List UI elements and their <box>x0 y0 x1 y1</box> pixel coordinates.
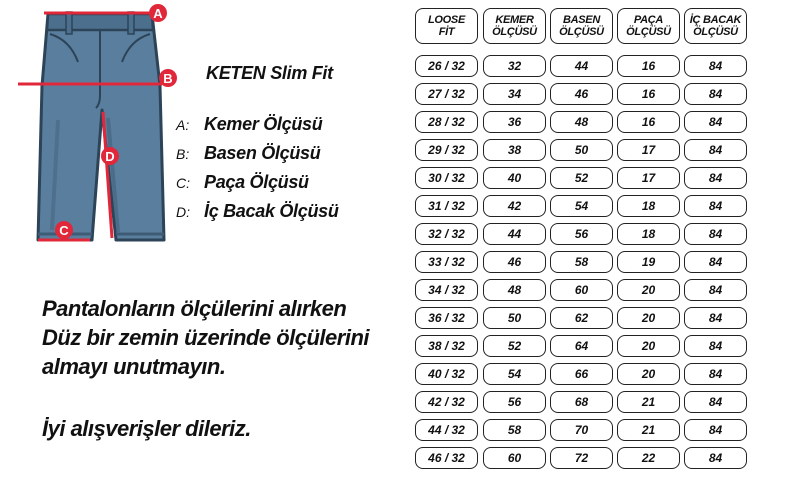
cell-hem: 21 <box>617 419 680 441</box>
legend-label: Kemer Ölçüsü <box>204 114 323 134</box>
cell-fit: 34 / 32 <box>415 279 478 301</box>
cell-fit: 42 / 32 <box>415 391 478 413</box>
marker-d <box>101 147 119 165</box>
cell-hip: 44 <box>550 55 613 77</box>
legend-label: Paça Ölçüsü <box>204 172 309 192</box>
cell-hem: 20 <box>617 335 680 357</box>
note-line: Düz bir zemin üzerinde ölçülerini <box>42 325 369 350</box>
cell-fit: 28 / 32 <box>415 111 478 133</box>
cell-waist: 46 <box>483 251 546 273</box>
cell-fit: 38 / 32 <box>415 335 478 357</box>
cell-waist: 54 <box>483 363 546 385</box>
cell-hip: 58 <box>550 251 613 273</box>
cell-inseam: 84 <box>684 139 747 161</box>
cell-fit: 44 / 32 <box>415 419 478 441</box>
cell-waist: 42 <box>483 195 546 217</box>
legend-key: A: <box>176 117 190 133</box>
cell-fit: 26 / 32 <box>415 55 478 77</box>
legend-key: D: <box>176 204 190 220</box>
cell-waist: 34 <box>483 83 546 105</box>
svg-text:A: A <box>153 6 163 21</box>
header-line: BASEN <box>562 14 600 26</box>
header-line: ÖLÇÜSÜ <box>626 26 671 38</box>
svg-text:C: C <box>59 223 69 238</box>
cell-hem: 16 <box>617 83 680 105</box>
cell-waist: 52 <box>483 335 546 357</box>
cell-inseam: 84 <box>684 363 747 385</box>
cell-hip: 48 <box>550 111 613 133</box>
cell-hem: 21 <box>617 391 680 413</box>
cell-hip: 60 <box>550 279 613 301</box>
cell-inseam: 84 <box>684 55 747 77</box>
legend-row-b <box>176 143 339 172</box>
cell-hip: 68 <box>550 391 613 413</box>
cell-fit: 31 / 32 <box>415 195 478 217</box>
header-waist <box>483 8 546 44</box>
measurement-note <box>42 294 369 381</box>
cell-fit: 30 / 32 <box>415 167 478 189</box>
svg-text:B: B <box>163 71 173 86</box>
cell-hem: 19 <box>617 251 680 273</box>
cell-hem: 20 <box>617 279 680 301</box>
measurement-legend <box>176 114 339 230</box>
header-line: FİT <box>438 26 455 38</box>
cell-hip: 54 <box>550 195 613 217</box>
header-line: LOOSE <box>427 14 465 26</box>
cell-waist: 60 <box>483 447 546 469</box>
header-inseam <box>684 8 747 44</box>
cell-fit: 36 / 32 <box>415 307 478 329</box>
cell-inseam: 84 <box>684 279 747 301</box>
cell-inseam: 84 <box>684 167 747 189</box>
header-line: ÖLÇÜSÜ <box>492 26 537 38</box>
cell-hip: 46 <box>550 83 613 105</box>
header-line: ÖLÇÜSÜ <box>693 26 738 38</box>
legend-row-d <box>176 201 339 230</box>
cell-inseam: 84 <box>684 447 747 469</box>
cell-fit: 40 / 32 <box>415 363 478 385</box>
cell-inseam: 84 <box>684 223 747 245</box>
cell-inseam: 84 <box>684 111 747 133</box>
cell-hip: 52 <box>550 167 613 189</box>
legend-key: C: <box>176 175 190 191</box>
cell-hip: 50 <box>550 139 613 161</box>
cell-hem: 16 <box>617 111 680 133</box>
cell-inseam: 84 <box>684 335 747 357</box>
pants-illustration <box>0 0 200 260</box>
cell-hip: 72 <box>550 447 613 469</box>
header-line: PAÇA <box>633 14 664 26</box>
cell-hem: 20 <box>617 307 680 329</box>
cell-waist: 56 <box>483 391 546 413</box>
cell-inseam: 84 <box>684 391 747 413</box>
legend-key: B: <box>176 146 190 162</box>
cell-inseam: 84 <box>684 307 747 329</box>
cell-hip: 70 <box>550 419 613 441</box>
legend-label: İç Bacak Ölçüsü <box>204 201 339 221</box>
cell-inseam: 84 <box>684 83 747 105</box>
cell-hem: 20 <box>617 363 680 385</box>
cell-waist: 44 <box>483 223 546 245</box>
cell-inseam: 84 <box>684 251 747 273</box>
cell-waist: 38 <box>483 139 546 161</box>
cell-waist: 50 <box>483 307 546 329</box>
legend-label: Basen Ölçüsü <box>204 143 321 163</box>
cell-fit: 32 / 32 <box>415 223 478 245</box>
cell-inseam: 84 <box>684 419 747 441</box>
cell-hem: 22 <box>617 447 680 469</box>
cell-waist: 36 <box>483 111 546 133</box>
header-line: İÇ BACAK <box>689 14 742 26</box>
legend-row-c <box>176 172 339 201</box>
cell-hem: 16 <box>617 55 680 77</box>
cell-waist: 40 <box>483 167 546 189</box>
marker-b <box>159 69 177 87</box>
cell-hip: 64 <box>550 335 613 357</box>
product-title: KETEN Slim Fit <box>206 63 333 83</box>
cell-hem: 18 <box>617 223 680 245</box>
cell-waist: 32 <box>483 55 546 77</box>
cell-hem: 18 <box>617 195 680 217</box>
svg-text:D: D <box>105 149 115 164</box>
cell-hem: 17 <box>617 139 680 161</box>
legend-row-a <box>176 114 339 143</box>
cell-hip: 62 <box>550 307 613 329</box>
header-line: KEMER <box>495 14 534 26</box>
cell-hip: 56 <box>550 223 613 245</box>
cell-waist: 58 <box>483 419 546 441</box>
cell-hip: 66 <box>550 363 613 385</box>
note-line: Pantalonların ölçülerini alırken <box>42 296 347 321</box>
closing-message: İyi alışverişler dileriz. <box>42 416 251 441</box>
cell-fit: 29 / 32 <box>415 139 478 161</box>
header-fit <box>415 8 478 44</box>
header-hip <box>550 8 613 44</box>
cell-inseam: 84 <box>684 195 747 217</box>
cell-fit: 46 / 32 <box>415 447 478 469</box>
header-hem <box>617 8 680 44</box>
cell-hem: 17 <box>617 167 680 189</box>
cell-fit: 27 / 32 <box>415 83 478 105</box>
note-line: almayı unutmayın. <box>42 354 226 379</box>
cell-waist: 48 <box>483 279 546 301</box>
marker-a <box>149 4 167 22</box>
cell-fit: 33 / 32 <box>415 251 478 273</box>
header-line: ÖLÇÜSÜ <box>559 26 604 38</box>
marker-c <box>55 221 73 239</box>
